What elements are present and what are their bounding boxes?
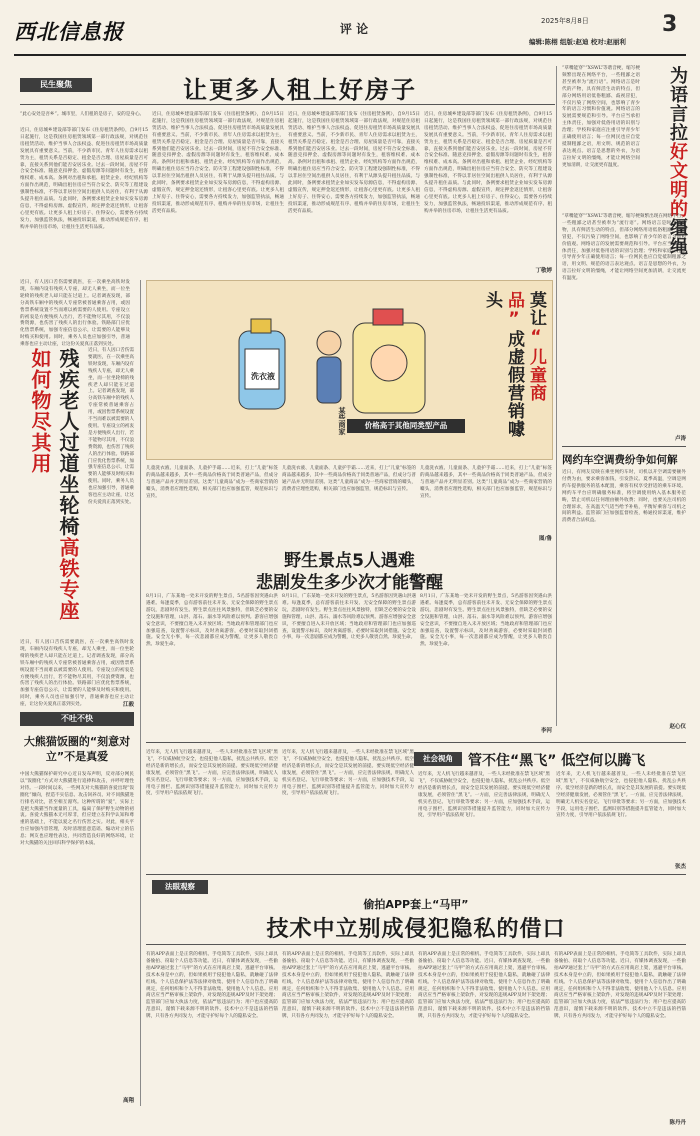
right-mid-body: 近日，有网友反映在乘坐网约车时，司机以开空调需要额外付费为由，要求乘客加钱，引发热议。夏季高温，空调是网约车提供服务的基本配置，乘客有权享受舒适的乘车环境。网约车平台应明确服务标准，将空调使用纳入基本服务范畴，禁止司机以任何理由额外收费；同时，也要关注司机的合理诉求，在高温天气适当给予补贴，平衡好乘客与司机之间的利益。监管部门应加强监督检查，畅通投诉渠道，维护消费者合法权益。 [562, 470, 686, 524]
left-bottom-author: 高翔 [122, 1098, 134, 1104]
tag-legal: 法眼观察 [152, 880, 208, 894]
mid-story-col1: 8月1日，广东某地一处未开发的野生景点，5名游客因突遇山洪遇难。每逢夏季，总有游客前往未开发、无安全保障的野生景点游玩，悲剧时有发生。野生景点往往风景独特，但缺乏必要的安全设施和管理，山洪、落石、溺水等风险难以预判。游客应增强安全意识，不要擅自进入未开放区域；当地政府和管理部门也应加强巡查，设置警示标识，及时劝离游客，必要时采取封闭措施。安全无小事，每一次悲剧都应成为警醒，让更多人敬畏自然、珍爱生命。 [146, 594, 278, 648]
top-story-intro: “此心安处是吾乡”。城市里，人们租的是房子，安的是身心。 [20, 112, 145, 117]
social-story-col4: 近年来，无人机飞行越来越普及，一些人未经批准在禁飞区域“黑飞”，不仅威胁航空安全，也侵犯他人隐私，扰乱公共秩序。低空经济是新的增长点，而安全是其发展的前提。要实现低空经济健康发展，必须管住“黑飞”。一方面，应完善法律法规，明确无人机实名登记、飞行审批等要求；另一方面，应加强技术手段，运用电子围栏、监测识别等措施提升监管能力，同时加大宣传力度，引导用户依法依规飞行。 [556, 772, 686, 819]
headline-tech-neutral: 技术中立别成侵犯隐私的借口 [266, 917, 566, 942]
cartoon-author: 图/鲁 [538, 536, 552, 542]
top-story-col1: 近日，住房城乡建设部等部门发布《住房租赁条例》，自9月15日起施行，这是我国住房租赁领域第一部行政法规，对规范住房租赁活动、维护当事人合法权益、促进住房租赁市场高质量发展具有重要意义。当前，不少新市民、青年人住房需求以租赁为主，租赁关系是否稳定、租金是否合理、房屋质量是否可靠，直接关系到他们能否安居乐业。过去一段时间，房屋不符合安全标准、随意克扣押金、虚假房源等问题时有发生，租客维权难、成本高。条例对出租和承租、租赁企业、经纪机构等方面作出规范，明确出租住房应当符合安全、防灾等工程建设强制性标准，不得以非居住空间出租供人员居住，有利于从源头提升租住品质。与此同时，条例要求租赁企业如实发布房源信息，不得虚构房源、虚假宣传，规定押金返还情形，让租客心里更有底。让更多人租上好房子、住得安心，需要各方持续发力，加强监管执法，畅通投诉渠道，推动形成规范有序、租购并举的住房市场，让租住生活更有品质。 [20, 128, 148, 230]
top-story-col2: 近日，住房城乡建设部等部门发布《住房租赁条例》，自9月15日起施行，这是我国住房租赁领域第一部行政法规，对规范住房租赁活动、维护当事人合法权益、促进住房租赁市场高质量发展具有重要意义。当前，不少新市民、青年人住房需求以租赁为主，租赁关系是否稳定、租金是否合理、房屋质量是否可靠，直接关系到他们能否安居乐业。过去一段时间，房屋不符合安全标准、随意克扣押金、虚假房源等问题时有发生，租客维权难、成本高。条例对出租和承租、租赁企业、经纪机构等方面作出规范，明确出租住房应当符合安全、防灾等工程建设强制性标准，不得以非居住空间出租供人员居住，有利于从源头提升租住品质。与此同时，条例要求租赁企业如实发布房源信息，不得虚构房源、虚假宣传，规定押金返还情形，让租客心里更有底。让更多人租上好房子、住得安心，需要各方持续发力，加强监管执法，畅通投诉渠道，推动形成规范有序、租购并举的住房市场，让租住生活更有品质。 [152, 112, 284, 214]
headline-wild-scenic-line1: 野生景点5人遇难 [284, 551, 415, 571]
headline-panda-fandom: 大熊猫饭圈的“刻意对立”不是真爱 [23, 735, 131, 763]
left-column-intro: 近日，有人因口舌伤需要就医，在一次乘坐高铁时发现，车厢内设有残疾人专座，却无人乘坐，而一位坐轮椅的残疾老人却只能在过道上。记者调查发现，部分高铁车厢中的残疾人专座常被普通乘客占用，或因售票系统设置不当而难以被需要的人使用。专座设立的初衷是方便残疾人出行，若不能物尽其用，不仅浪费资源，也伤害了残疾人的出行体验。铁路部门应优化售票系统，加强专座信息公示，让需要的人能够及时购买和使用。同时，乘务人员也应加强引导，普通乘客也应主动让座，让这份关爱真正落到实处。 [20, 280, 130, 348]
bottom-story-author: 陈丹丹 [669, 1120, 686, 1126]
kids-product-bottle-icon [353, 309, 425, 413]
label-merchant: 某些商家 [338, 407, 346, 435]
right-mid-author: 赵心仪 [669, 724, 686, 730]
tag-social: 社会视角 [414, 752, 462, 766]
section-title: 评 论 [339, 22, 369, 36]
left-bottom-body: 中国大熊猫保护研究中心近日发布声明，反对部分网民以“饭圈化”方式对大熊猫进行追捧和攻击，并呼吁理性对待。一段时间以来，一些网友对大熊猫的喜爱出现“饭圈化”倾向，捏造不实信息、攻击饲养员、对不同熊猫进行排名对比，甚至相互谩骂。这种所谓的“爱”，实际上是把大熊猫当作流量的工具，偏离了保护野生动物的初衷。喜爱大熊猫本无可厚非，但应建立在科学认知和尊重的基础上，不能以爱之名行伤害之实。对此，相关平台应加强内容管理，及时清理恶意造谣、煽动对立的信息；网友也应理性表达，共同营造良好的网络环境，让对大熊猫的关注回归科学保护的本质。 [20, 772, 134, 847]
mid-story-author: 李河 [540, 728, 552, 734]
left-column-body: 近日，有人因口舌伤需要就医，在一次乘坐高铁时发现，车厢内设有残疾人专座，却无人乘坐，而一位坐轮椅的残疾老人却只能在过道上。记者调查发现，部分高铁车厢中的残疾人专座常被普通乘客占用，或因售票系统设置不当而难以被需要的人使用。专座设立的初衷是方便残疾人出行，若不能物尽其用，不仅浪费资源，也伤害了残疾人的出行体验。铁路部门应优化售票系统，加强专座信息公示，让需要的人能够及时购买和使用。同时，乘务人员也应加强引导，普通乘客也应主动让座，让这份关爱真正落到实处。 [88, 348, 134, 505]
right-column-body-lower: “草嘴能穿”“XSWL”等谐音梗、缩写梗频繁出现在网络平台，一些粗鄙之语甚至被奉为“流行语”。网络语言是时代的产物，具有鲜活生动的特点，但部分网络用语低俗粗鄙、歧视冒犯，不仅污染了网络空间，也影响了青少年的语言习惯和价值观。网络语言的发展需要规范和引导。平台应当承担主体责任，加强对低俗用语的识别与治理；学校和家庭应注重引导青少年正确使用语言；每一位网民也应自觉抵制粗鄙之语，用文明、规范的语言表达观点。语言是思想的外衣，为语言拉好文明的缰绳，才能让网络空间更加清朗，让交流更有温度。 [562, 214, 686, 282]
right-column-body: “草嘴能穿”“XSWL”等谐音梗、缩写梗频繁出现在网络平台，一些粗鄙之语甚至被奉为“流行语”。网络语言是时代的产物，具有鲜活生动的特点，但部分网络用语低俗粗鄙、歧视冒犯，不仅污染了网络空间，也影响了青少年的语言习惯和价值观。网络语言的发展需要规范和引导。平台应当承担主体责任，加强对低俗用语的识别与治理；学校和家庭应注重引导青少年正确使用语言；每一位网民也应自觉抵制粗鄙之语，用文明、规范的语言表达观点。语言是思想的外衣，为语言拉好文明的缰绳，才能让网络空间更加清朗，让交流更有温度。 [562, 66, 640, 168]
bottom-story-col2: 有的APP表面上是正常的相机、手电筒等工具软件，实际上却具备偷拍、窃取个人信息等功能。近日，有媒体调查发现，一些偷拍APP通过套上“马甲”的方式在应用商店上架，逃避平台审核。技术本身是中立的，但如果被用于侵犯他人隐私，就触碰了法律红线。个人信息保护法等法律对收集、使用个人信息作出了明确规定，任何组织和个人不得非法收集、使用他人个人信息。应用商店应当严格审核上架软件，对发现的违规APP及时下架处理；监管部门应加大执法力度，依法严惩违法行为；用户也应提高防范意识，谨慎下载来源不明的软件。技术中立不是违法的挡箭牌，只有各方共同发力，才能守护好每个人的隐私安全。 [282, 952, 414, 1020]
cartoon-caption-col1: 儿童洗衣液、儿童面条、儿童护手霜……近来，打上“儿童”标签的商品越来越多，其中一些商品价格高于同类普通产品，但成分与普通产品并无明显差别。这类“儿童商品”成为一些商家营销的噱头，消费者应理性选购，相关部门也应加强监管，规范标识与宣传。 [146, 466, 278, 499]
social-story-col1: 近年来，无人机飞行越来越普及，一些人未经批准在禁飞区域“黑飞”，不仅威胁航空安全，也侵犯他人隐私，扰乱公共秩序。低空经济是新的增长点，而安全是其发展的前提。要实现低空经济健康发展，必须管住“黑飞”。一方面，应完善法律法规，明确无人机实名登记、飞行审批等要求；另一方面，应加强技术手段，运用电子围栏、监测识别等措施提升监管能力，同时加大宣传力度，引导用户依法依规飞行。 [146, 750, 278, 797]
top-story-col3: 近日，住房城乡建设部等部门发布《住房租赁条例》，自9月15日起施行，这是我国住房租赁领域第一部行政法规，对规范住房租赁活动、维护当事人合法权益、促进住房租赁市场高质量发展具有重要意义。当前，不少新市民、青年人住房需求以租赁为主，租赁关系是否稳定、租金是否合理、房屋质量是否可靠，直接关系到他们能否安居乐业。过去一段时间，房屋不符合安全标准、随意克扣押金、虚假房源等问题时有发生，租客维权难、成本高。条例对出租和承租、租赁企业、经纪机构等方面作出规范，明确出租住房应当符合安全、防灾等工程建设强制性标准，不得以非居住空间出租供人员居住，有利于从源头提升租住品质。与此同时，条例要求租赁企业如实发布房源信息，不得虚构房源、虚假宣传，规定押金返还情形，让租客心里更有底。让更多人租上好房子、住得安心，需要各方持续发力，加强监管执法，畅通投诉渠道，推动形成规范有序、租购并举的住房市场，让租住生活更有品质。 [288, 112, 420, 214]
mid-story-col3: 8月1日，广东某地一处未开发的野生景点，5名游客因突遇山洪遇难。每逢夏季，总有游客前往未开发、无安全保障的野生景点游玩，悲剧时有发生。野生景点往往风景独特，但缺乏必要的安全设施和管理，山洪、落石、溺水等风险难以预判。游客应增强安全意识，不要擅自进入未开放区域；当地政府和管理部门也应加强巡查，设置警示标识，及时劝离游客，必要时采取封闭措施。安全无小事，每一次悲剧都应成为警醒，让更多人敬畏自然、珍爱生命。 [420, 594, 552, 648]
social-story-author: 张杰 [674, 864, 686, 870]
cartoon-caption-col2: 儿童洗衣液、儿童面条、儿童护手霜……近来，打上“儿童”标签的商品越来越多，其中一些商品价格高于同类普通产品，但成分与普通产品并无明显差别。这类“儿童商品”成为一些商家营销的噱头，消费者应理性选购，相关部门也应加强监管，规范标识与宣传。 [282, 466, 416, 492]
issue-date: 2025年8月8日 [541, 17, 589, 25]
cartoon-caption-col3: 儿童洗衣液、儿童面条、儿童护手霜……近来，打上“儿童”标签的商品越来越多，其中一些商品价格高于同类普通产品，但成分与普通产品并无明显差别。这类“儿童商品”成为一些商家营销的噱头，消费者应理性选购，相关部门也应加强监管，规范标识与宣传。 [420, 466, 552, 499]
cartoon-title: 莫让“儿童商品”成虚假营销噱头 [482, 291, 546, 438]
bottom-story-col4: 有的APP表面上是正常的相机、手电筒等工具软件，实际上却具备偷拍、窃取个人信息等功能。近日，有媒体调查发现，一些偷拍APP通过套上“马甲”的方式在应用商店上架，逃避平台审核。技术本身是中立的，但如果被用于侵犯他人隐私，就触碰了法律红线。个人信息保护法等法律对收集、使用个人信息作出了明确规定，任何组织和个人不得非法收集、使用他人个人信息。应用商店应当严格审核上架软件，对发现的违规APP及时下架处理；监管部门应加大执法力度，依法严惩违法行为；用户也应提高防范意识，谨慎下载来源不明的软件。技术中立不是违法的挡箭牌，只有各方共同发力，才能守护好每个人的隐私安全。 [554, 952, 686, 1020]
social-story-col3: 近年来，无人机飞行越来越普及，一些人未经批准在禁飞区域“黑飞”，不仅威胁航空安全，也侵犯他人隐私，扰乱公共秩序。低空经济是新的增长点，而安全是其发展的前提。要实现低空经济健康发展，必须管住“黑飞”。一方面，应完善法律法规，明确无人机实名登记、飞行审批等要求；另一方面，应加强技术手段，运用电子围栏、监测识别等措施提升监管能力，同时加大宣传力度，引导用户依法依规飞行。 [418, 772, 550, 819]
bottom-story-col1: 有的APP表面上是正常的相机、手电筒等工具软件，实际上却具备偷拍、窃取个人信息等功能。近日，有媒体调查发现，一些偷拍APP通过套上“马甲”的方式在应用商店上架，逃避平台审核。技术本身是中立的，但如果被用于侵犯他人隐私，就触碰了法律红线。个人信息保护法等法律对收集、使用个人信息作出了明确规定，任何组织和个人不得非法收集、使用他人个人信息。应用商店应当严格审核上架软件，对发现的违规APP及时下架处理；监管部门应加大执法力度，依法严惩违法行为；用户也应提高防范意识，谨慎下载来源不明的软件。技术中立不是违法的挡箭牌，只有各方共同发力，才能守护好每个人的隐私安全。 [146, 952, 278, 1020]
cartoon-banner: 价格高于其他同类型产品 [347, 419, 465, 433]
newspaper-name: 西北信息报 [14, 20, 124, 44]
editor-credits: 编辑:陈栩 组版:赵迪 校对:赵丽利 [529, 38, 626, 46]
left-column-tail: 近日，有人因口舌伤需要就医，在一次乘坐高铁时发现，车厢内设有残疾人专座，却无人乘坐，而一位坐轮椅的残疾老人却只能在过道上。记者调查发现，部分高铁车厢中的残疾人专座常被普通乘客占用，或因售票系统设置不当而难以被需要的人使用。专座设立的初衷是方便残疾人出行，若不能物尽其用，不仅浪费资源，也伤害了残疾人的出行体验。铁路部门应优化售票系统，加强专座信息公示，让需要的人能够及时购买和使用。同时，乘务人员也应加强引导，普通乘客也应主动让座，让这份关爱真正落到实处。 [20, 640, 134, 708]
top-story-col4: 近日，住房城乡建设部等部门发布《住房租赁条例》，自9月15日起施行，这是我国住房租赁领域第一部行政法规，对规范住房租赁活动、维护当事人合法权益、促进住房租赁市场高质量发展具有重要意义。当前，不少新市民、青年人住房需求以租赁为主，租赁关系是否稳定、租金是否合理、房屋质量是否可靠，直接关系到他们能否安居乐业。过去一段时间，房屋不符合安全标准、随意克扣押金、虚假房源等问题时有发生，租客维权难、成本高。条例对出租和承租、租赁企业、经纪机构等方面作出规范，明确出租住房应当符合安全、防灾等工程建设强制性标准，不得以非居住空间出租供人员居住，有利于从源头提升租住品质。与此同时，条例要求租赁企业如实发布房源信息，不得虚构房源、虚假宣传，规定押金返还情形，让租客心里更有底。让更多人租上好房子、住得安心，需要各方持续发力，加强监管执法，畅通投诉渠道，推动形成规范有序、租购并举的住房市场，让租住生活更有品质。 [424, 112, 552, 214]
cartoon-panel [146, 280, 553, 460]
masthead [14, 6, 686, 56]
merchant-figure-icon [317, 331, 341, 403]
detergent-bottle-icon [239, 319, 285, 409]
kicker-spy-app: 偷拍APP套上“马甲” [363, 898, 469, 911]
headline-wild-scenic-line2: 悲剧发生多少次才能警醒 [256, 573, 443, 593]
tag-buntubukuai: 不吐不快 [20, 712, 134, 726]
mid-story-col2: 8月1日，广东某地一处未开发的野生景点，5名游客因突遇山洪遇难。每逢夏季，总有游客前往未开发、无安全保障的野生景点游玩，悲剧时有发生。野生景点往往风景独特，但缺乏必要的安全设施和管理，山洪、落石、溺水等风险难以预判。游客应增强安全意识，不要擅自进入未开放区域；当地政府和管理部门也应加强巡查，设置警示标识，及时劝离游客，必要时采取封闭措施。安全无小事，每一次悲剧都应成为警醒，让更多人敬畏自然、珍爱生命。 [282, 594, 416, 641]
headline-civil-language: 为语言拉好文明的缰绳 [667, 66, 688, 256]
left-column-author: 江毅 [122, 702, 134, 708]
headline-rent-housing: 让更多人租上好房子 [183, 76, 417, 104]
right-column-author: 卢涛 [674, 436, 686, 442]
bubble-detergent: 洗衣液 [251, 372, 275, 381]
social-story-col2: 近年来，无人机飞行越来越普及，一些人未经批准在禁飞区域“黑飞”，不仅威胁航空安全，也侵犯他人隐私，扰乱公共秩序。低空经济是新的增长点，而安全是其发展的前提。要实现低空经济健康发展，必须管住“黑飞”。一方面，应完善法律法规，明确无人机实名登记、飞行审批等要求；另一方面，应加强技术手段，运用电子围栏、监测识别等措施提升监管能力，同时加大宣传力度，引导用户依法依规飞行。 [282, 750, 414, 797]
bottom-story-col3: 有的APP表面上是正常的相机、手电筒等工具软件，实际上却具备偷拍、窃取个人信息等功能。近日，有媒体调查发现，一些偷拍APP通过套上“马甲”的方式在应用商店上架，逃避平台审核。技术本身是中立的，但如果被用于侵犯他人隐私，就触碰了法律红线。个人信息保护法等法律对收集、使用个人信息作出了明确规定，任何组织和个人不得非法收集、使用他人个人信息。应用商店应当严格审核上架软件，对发现的违规APP及时下架处理；监管部门应加大执法力度，依法严惩违法行为；用户也应提高防范意识，谨慎下载来源不明的软件。技术中立不是违法的挡箭牌，只有各方共同发力，才能守护好每个人的隐私安全。 [418, 952, 550, 1020]
masthead-rule [14, 54, 686, 56]
top-story-author: 丁敬婷 [535, 268, 552, 274]
headline-ridehail-ac: 网约车空调费纷争如何解 [562, 454, 678, 466]
headline-wheelchair-seat: 残疾老人过道坐轮椅高铁专座如何物尽其用 [28, 348, 80, 621]
page-number: 3 [662, 12, 678, 37]
headline-drone: 管不住“黑飞” 低空何以腾飞 [468, 753, 646, 769]
tag-minsheng: 民生聚焦 [20, 78, 92, 92]
